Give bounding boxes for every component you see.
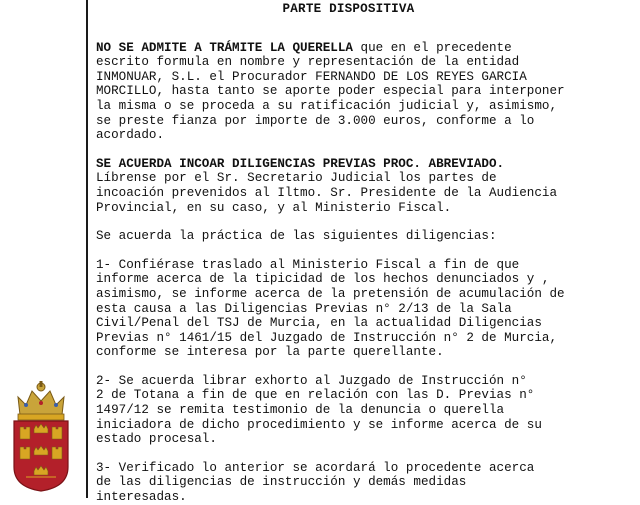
document-body (96, 0, 601, 505)
paragraph-diligencias-text: Líbrense por el Sr. Secretario Judicial los partes de incoación prevenidos al Iltmo. Sr. Presidente de la Audiencia Provincial, en su caso, y al Ministerio Fiscal. (96, 171, 558, 215)
margin-rule (86, 0, 88, 498)
document-heading: PARTE DISPOSITIVA (282, 2, 415, 16)
region-coat-of-arms-icon (6, 381, 76, 493)
paragraph-inadmission-text: que en el precedente escrito formula en nombre y representación de la entidad INMONUAR, S.L. el Procurador FERNANDO DE LOS REYES GARCIA MORCILLO, hasta tanto se aporte poder especial para interponer la misma o se proceda a su ratificación judicial y, asimismo, se preste fianza por importe de 3.000 euros, conforme a lo acordado. (96, 40, 565, 143)
list-item-2: 2- Se acuerda librar exhorto al Juzgado de Instrucción n° 2 de Totana a fin de que en relación con las D. Previas n° 1497/12 se remita testimonio de la denuncia o querella iniciadora de dicho procedimiento y se informe acerca de su estado procesal. (96, 373, 542, 447)
paragraph-inadmission (96, 41, 601, 143)
paragraph-diligencias (96, 157, 601, 215)
list-item-3: 3- Verificado lo anterior se acordará lo procedente acerca de las diligencias de instrucción y demás medidas interesadas. (96, 460, 535, 505)
paragraph-inadmission-bold: NO SE ADMITE A TRÁMITE LA QUERELLA (96, 40, 353, 55)
paragraph-diligencias-bold: SE ACUERDA INCOAR DILIGENCIAS PREVIAS PROC. ABREVIADO. (96, 156, 505, 171)
list-item-1: 1- Confiérase traslado al Ministerio Fiscal a fin de que informe acerca de la tipicidad de los hechos denunciados y , asimismo, se informe acerca de la pretensión de acumulación de esta causa a las Diligencias Previas n° 2/13 de la Sala Civil/Penal del TSJ de Murcia, en la actualidad Diligencias Previas n° 1461/15 del Juzgado de Instrucción n° 2 de Murcia, conforme se interesa por la parte querellante. (96, 257, 565, 360)
paragraph-intro-diligencias: Se acuerda la práctica de las siguientes diligencias: (96, 229, 497, 244)
